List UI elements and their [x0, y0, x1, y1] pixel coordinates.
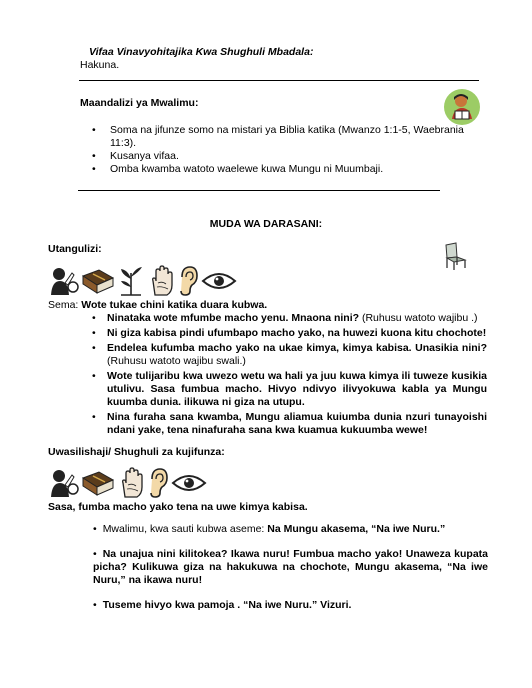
list-item-note: (Ruhusu watoto wajibu .): [359, 312, 478, 324]
list-item-bold: Nina furaha sana kwamba, Mungu aliamua kuiumba dunia nzuri tunayoishi ndani yake, tena ninafuraha sana kwa kuamua kukuumba wewe!: [107, 411, 487, 436]
list-item-text: Kusanya vifaa.: [110, 150, 179, 162]
list-item: • Endelea kufumba macho yako na ukae kimya, kimya kabisa. Unasikia nini? (Ruhusu watoto wajibu swali.): [92, 342, 487, 367]
materials-heading: Vifaa Vinavyohitajika Kwa Shughuli Mbadala:: [89, 46, 314, 58]
list-item: • Nina furaha sana kwamba, Mungu aliamua kuiumba dunia nzuri tunayoishi ndani yake, tena ninafuraha sana kwa kuamua kukuumba wewe!: [92, 411, 487, 436]
eye-icon: [201, 270, 237, 292]
teacher-prep-list: [92, 124, 470, 176]
bible-book-icon: [81, 266, 115, 296]
praying-child-icon: [47, 467, 79, 499]
list-item: • Ni giza kabisa pindi ufumbapo macho yako, na huwezi kuona kitu chochote!: [92, 327, 487, 339]
ear-icon: [177, 265, 199, 297]
chair-icon: [442, 241, 468, 271]
divider: [79, 80, 479, 81]
list-item-text: Soma na jifunze somo na mistari ya Biblia katika (Mwanzo 1:1-5, Waebrania 11:3).: [110, 124, 464, 149]
praying-child-icon: [47, 265, 79, 297]
hand-icon: [147, 265, 175, 297]
sprout-icon: [117, 265, 145, 297]
class-time-heading: MUDA WA DARASANI:: [209, 218, 323, 230]
list-item-note: (Ruhusu watoto wajibu swali.): [107, 355, 246, 367]
intro-heading: Utangulizi:: [48, 243, 102, 255]
divider: [78, 190, 440, 191]
presentation-item-1: • Mwalimu, kwa sauti kubwa aseme: Na Mungu akasema, “Na iwe Nuru.”: [93, 523, 446, 535]
list-item: • Wote tulijaribu kwa uwezo wetu wa hali ya juu kuwa kimya ili tuweze kusikia utulivu. Sasa fumbua macho. Hivyo ndivyo ilivyokuwa kabla ya Mungu kuumba dunia. ilikuwa ni giza na utupu.: [92, 370, 487, 408]
intro-sema: [48, 299, 488, 312]
item-normal-text: Mwalimu, kwa sauti kubwa aseme:: [102, 523, 268, 535]
list-item-bold: Wote tulijaribu kwa uwezo wetu wa hali ya juu kuwa kimya ili tuweze kusikia utulivu. Sasa fumbua macho. Hivyo ndivyo ilivyokuwa kabla ya Mungu kuumba dunia. ilikuwa ni giza na utupu.: [107, 370, 487, 408]
materials-value: Hakuna.: [80, 59, 120, 71]
eye-icon: [171, 472, 207, 494]
item-bold-text: Tuseme hivyo kwa pamoja . “Na iwe Nuru.” Vizuri.: [102, 599, 352, 611]
presentation-item-2: • Na unajua nini kilitokea? Ikawa nuru! Fumbua macho yako! Unaweza kupata picha? Kulikuwa giza na hakukuwa na chochote, Mungu akasema, “Na iwe Nuru,” na ikawa nuru!: [93, 548, 488, 586]
presentation-item-3: • Tuseme hivyo kwa pamoja . “Na iwe Nuru.” Vizuri.: [93, 599, 352, 611]
list-item: • Omba kwamba watoto waelewe kuwa Mungu ni Muumbaji.: [92, 163, 384, 175]
teacher-reading-icon: [442, 87, 482, 127]
presentation-lead: Sasa, fumba macho yako tena na uwe kimya kabisa.: [48, 501, 308, 513]
ear-icon: [147, 467, 169, 499]
list-item-bold: Endelea kufumba macho yako na ukae kimya, kimya kabisa. Unasikia nini?: [107, 342, 487, 354]
item-bold-text: Na Mungu akasema, “Na iwe Nuru.”: [267, 523, 446, 535]
teacher-prep-heading: Maandalizi ya Mwalimu:: [80, 97, 199, 109]
list-item: • Soma na jifunze somo na mistari ya Biblia katika (Mwanzo 1:1-5, Waebrania 11:3).: [92, 124, 464, 149]
item-bold-text: Na unajua nini kilitokea? Ikawa nuru! Fumbua macho yako! Unaweza kupata picha? Kulikuwa giza na hakukuwa na chochote, Mungu akasema, “Na iwe Nuru,” na ikawa nuru!: [93, 548, 488, 586]
presentation-heading: Uwasilishaji/ Shughuli za kujifunza:: [48, 446, 225, 458]
hand-icon: [117, 467, 145, 499]
senses-icon-row-2: [47, 467, 207, 499]
list-item-text: Omba kwamba watoto waelewe kuwa Mungu ni Muumbaji.: [110, 163, 384, 175]
list-item: • Kusanya vifaa.: [92, 150, 179, 162]
senses-icon-row: [47, 265, 237, 297]
list-item-bold: Ninataka wote mfumbe macho yenu. Mnaona nini?: [107, 312, 360, 324]
list-item-bold: Ni giza kabisa pindi ufumbapo macho yako, na huwezi kuona kitu chochote!: [107, 327, 487, 339]
bible-book-icon: [81, 468, 115, 498]
sema-label: Sema:: [48, 299, 79, 311]
list-item: • Ninataka wote mfumbe macho yenu. Mnaona nini? (Ruhusu watoto wajibu .): [92, 312, 478, 324]
sema-text: Wote tukae chini katika duara kubwa.: [81, 299, 268, 311]
intro-points: [92, 312, 487, 437]
